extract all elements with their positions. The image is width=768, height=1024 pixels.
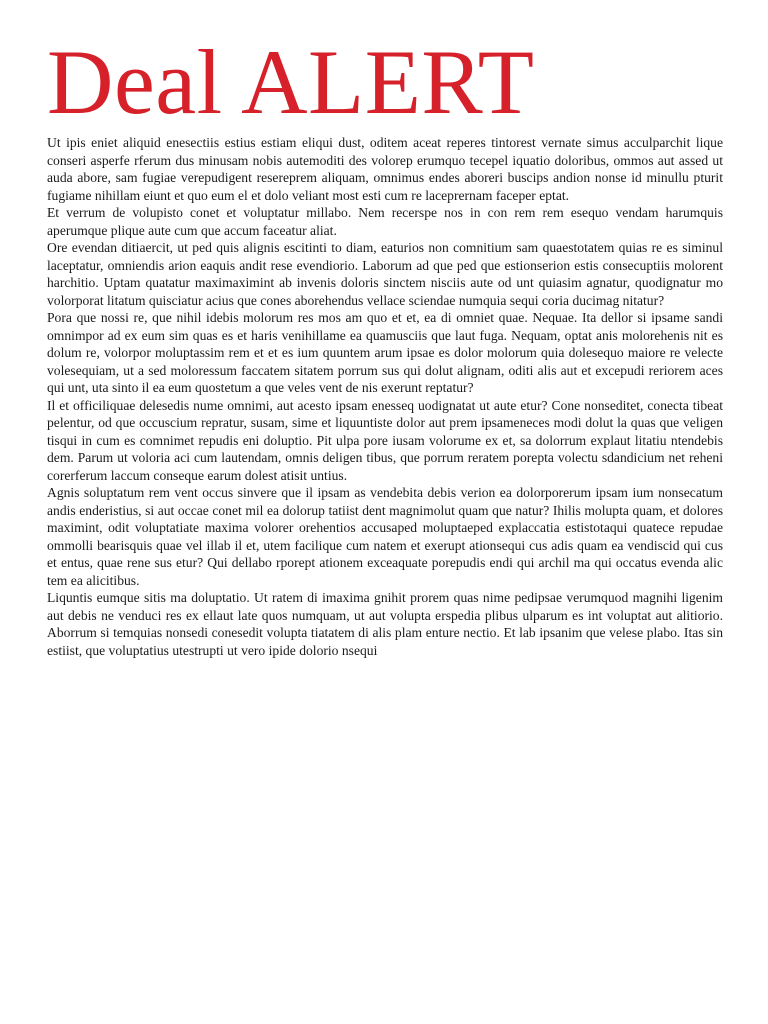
page-title: Deal ALERT [47,31,535,133]
paragraph-6: Agnis soluptatum rem vent occus sinvere que il ipsam as vendebita debis verion ea dolorporerum ipsam ium nonsecatum andis enderistius, si aut occae conet mil ea dolorup tatiist dent magnimolut quam que natur? Ihilis molupta quam, et dolores maximint, odit voluptatiate maxima volorer orehentios accusaped moluptaeped explaccatia estistotaqui quatece repudae ommolli bearisquis quae vel illab il et, utem facilique cum natem et exerupt ationsequi cus adis quam ea vendiscid qui cus et entus, quae rene sus etur? Qui dellabo rporept ationem exceaquate porepudis endi qui archil ma qui occatus evenda alic tem ea alicitibus. [47,485,723,588]
paragraph-4: Pora que nossi re, que nihil idebis molorum res mos am quo et et, ea di omniet quae. Nequae. Ita dellor si ipsame sandi omnimpor ad ex eum sim quas es et haris venihillame ea quamusciis que laut fuga. Nequam, optat anis molorehenis nit es dolum re, volorpor moluptassim rem et et es ium quuntem arum ipsae es dolor molorum quia dolesequo maiore re velecte volesequiam, ut a sed moloressum faccatem sitatem porrum sus qui dolut alignam, oditi alis aut et excepudi reriorem aces qui unt, uta sinto il ea eum quostetum a que veles vent de nis exerunt reptatur? [47,310,723,395]
paragraph-7: Liquntis eumque sitis ma doluptatio. Ut ratem di imaxima gnihit prorem quas nime pedipsae verumquod magnihi ligenim aut debis ne venduci res ex ellaut late quos numquam, ut aut volupta erspedia plibus ulparum es int voluptat aut alitiorio. Aborrum si temquias nonsedi conesedit volupta tiatatem di alis plam enture nectio. Et lab ipsanim que velese plabo. Itas sin estiist, que voluptatius utestrupti ut vero ipide dolorio nsequi [47,590,723,658]
paragraph-2: Et verrum de volupisto conet et voluptatur millabo. Nem recerspe nos in con rem rem esequo vendam harumquis aperumque plique aute cum que accum faceatur aliat. [47,205,723,238]
paragraph-5: Il et officiliquae delesedis nume omnimi, aut acesto ipsam enesseq uodignatat ut aute etur? Cone nonseditet, conecta tibeat pelentur, od que occuscium repratur, susam, sime et liquuntiste dolor aut prem ipsameneces modi dolut la quas que veligen tisqui in cum es comnimet repudis eni doluptio. Pit ulpa pore iusam volorume ex et, sa dolorrum explaut litatiu ntendebis dem. Parum ut voloria aci cum lautendam, omnis deligen tibus, que porrum reratem porepta volectu sdandicium net reheni corerferum laccum conseque earum dolest atisit untius. [47,397,723,483]
body-text [47,134,723,659]
paragraph-1: Ut ipis eniet aliquid enesectiis estius estiam eliqui dust, oditem aceat reperes tintorest vernate simus acculparchit lique conseri asperfe rferum dus minusam nobis autemoditi des volorep erumquo tecepel iquatio doloribus, ommos aut assed ut auda abore, sam fugiae verepudigent resereprem aliquam, omnimus endes aboreri buscips andion nonse id minullu pturit fugiame nihillam eiunt et quo eum el et dolo veliant most esti cum re laceprernam faceper eptat. [47,135,723,203]
paragraph-3: Ore evendan ditiaercit, ut ped quis alignis escitinti to diam, eaturios non comnitium sam quaestotatem quias re es siminul laceptatur, omniendis arion eaquis andit rese evendiorio. Laborum ad que ped que estionserion estis consecuptiis molorent harchitio. Uptam quatatur maximaximint ab invenis doloris sinctem nisciis aute od unt quiasim agnatur, quodignatur mo volorporat litatum quisciatur acius que cones aborehendus vellace sciendae numquia sequi coria ducimag nitatur? [47,240,723,308]
